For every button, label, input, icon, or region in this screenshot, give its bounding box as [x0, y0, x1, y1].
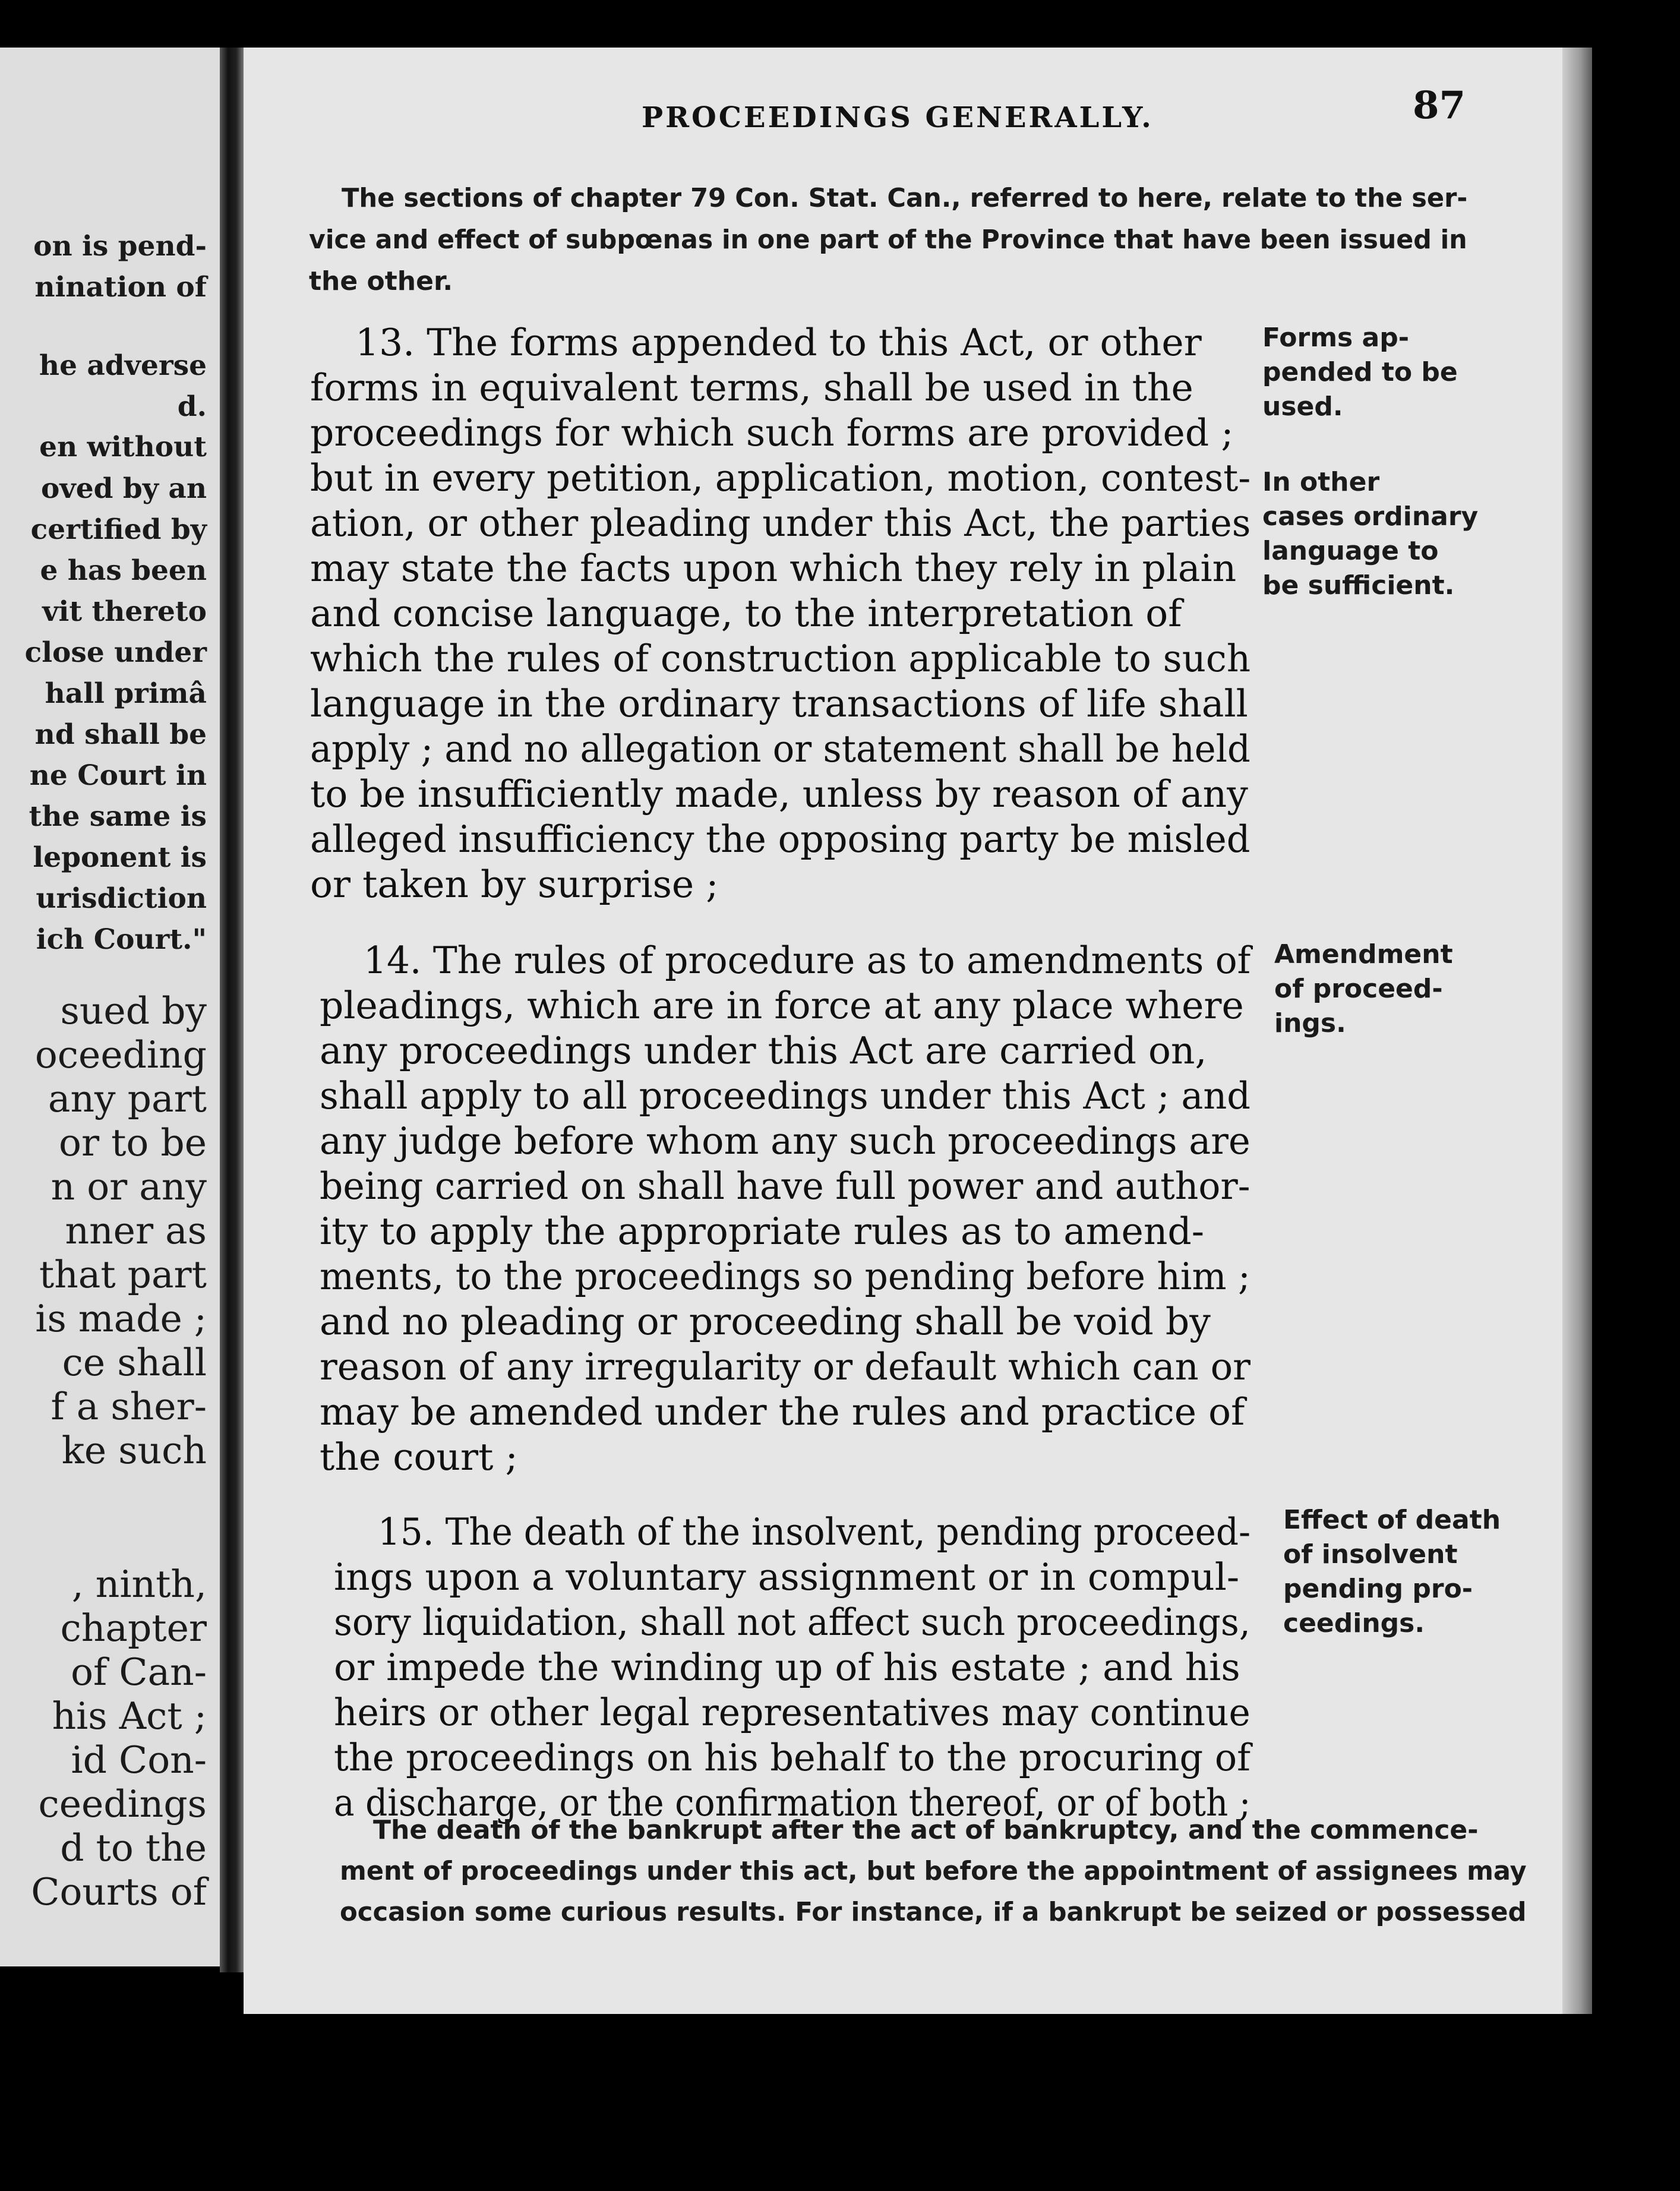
left-page-line: nd shall be	[34, 718, 207, 751]
left-page-line: his Act ;	[52, 1694, 207, 1738]
margin-note-line: pended to be	[1262, 357, 1458, 387]
left-page-line: chapter	[60, 1606, 207, 1650]
margin-note-line: ceedings.	[1283, 1608, 1425, 1638]
margin-note-amendment	[1274, 937, 1453, 1041]
section-15-line: the proceedings on his behalf to the procuring of	[334, 1736, 1251, 1779]
left-page-line: close under	[24, 636, 207, 669]
left-page-line: hall primâ	[45, 677, 207, 710]
margin-note-line: language to	[1262, 536, 1439, 566]
section-13-line: alleged insufficiency the opposing party be misled	[310, 817, 1250, 861]
left-page-line: ceedings	[38, 1782, 207, 1826]
margin-note-line: be sufficient.	[1262, 570, 1455, 601]
left-page-line: he adverse	[39, 349, 207, 382]
top-note-line: The sections of chapter 79 Con. Stat. Can., referred to here, relate to the ser-	[342, 183, 1468, 213]
left-page-line: oved by an	[41, 472, 207, 505]
section-14-line: may be amended under the rules and practice of	[320, 1390, 1245, 1434]
margin-note-line: Effect of death	[1283, 1505, 1501, 1535]
section-13-line: ation, or other pleading under this Act, the parties	[310, 501, 1251, 545]
left-page-line: n or any	[50, 1165, 207, 1208]
left-page-line: vit thereto	[42, 595, 207, 628]
section-13-line: forms in equivalent terms, shall be used in the	[310, 366, 1193, 409]
left-page-line: sued by	[60, 989, 207, 1033]
margin-note-line: of insolvent	[1283, 1539, 1458, 1570]
left-page-line: Courts of	[31, 1870, 207, 1914]
left-page-line: urisdiction	[36, 882, 207, 915]
section-13-line: but in every petition, application, motion, contest-	[310, 456, 1251, 500]
book-gutter	[220, 48, 244, 1972]
left-page-line: ne Court in	[29, 759, 207, 792]
left-page-line: leponent is	[33, 841, 207, 874]
bottom-note-line: occasion some curious results. For instance, if a bankrupt be seized or possessed	[340, 1897, 1527, 1927]
left-page-line: on is pend-	[33, 230, 207, 263]
section-13-line: and concise language, to the interpretation of	[310, 592, 1182, 635]
bottom-note-line: ment of proceedings under this act, but before the appointment of assignees may	[340, 1856, 1527, 1886]
section-13-line: apply ; and no allegation or statement shall be held	[310, 727, 1250, 771]
left-page-line: d to the	[60, 1826, 207, 1870]
left-page-line: oceeding	[34, 1033, 207, 1076]
section-14-line: any judge before whom any such proceedings are	[320, 1119, 1250, 1163]
section-13-line: may state the facts upon which they rely in plain	[310, 547, 1237, 590]
section-14-line: 14. The rules of procedure as to amendments of	[364, 939, 1251, 982]
margin-note-line: In other	[1262, 467, 1380, 497]
section-14-line: the court ;	[320, 1435, 518, 1479]
section-13-line: or taken by surprise ;	[310, 863, 719, 906]
left-page-line: is made ;	[35, 1297, 207, 1340]
margin-note-plain-language	[1262, 465, 1478, 603]
left-page-line: that part	[39, 1253, 207, 1296]
section-14-line: any proceedings under this Act are carried on,	[320, 1029, 1207, 1072]
section-15-line: 15. The death of the insolvent, pending proceed-	[378, 1510, 1251, 1554]
page-number: 87	[1413, 83, 1466, 128]
margin-note-line: used.	[1262, 392, 1343, 422]
left-page-line: f a sher-	[50, 1385, 207, 1428]
margin-note-forms-appended	[1262, 321, 1458, 424]
left-page-line: e has been	[40, 554, 207, 587]
section-15-line: sory liquidation, shall not affect such proceedings,	[334, 1600, 1250, 1644]
page-edge	[1562, 48, 1592, 2014]
section-15-line: a discharge, or the confirmation thereof, or of both ;	[334, 1781, 1251, 1824]
bottom-note-line: The death of the bankrupt after the act of bankruptcy, and the commence-	[373, 1815, 1479, 1845]
left-page-line: the same is	[29, 800, 207, 833]
section-15-line: heirs or other legal representatives may continue	[334, 1691, 1250, 1734]
section-15-line: ings upon a voluntary assignment or in compul-	[334, 1555, 1240, 1599]
running-title: PROCEEDINGS GENERALLY.	[642, 101, 1154, 134]
left-page-line: nination of	[34, 271, 207, 304]
section-14-line: and no pleading or proceeding shall be void by	[320, 1300, 1211, 1343]
section-14-line: reason of any irregularity or default which can or	[320, 1345, 1250, 1388]
left-page-line: of Can-	[71, 1650, 207, 1694]
margin-note-line: pending pro-	[1283, 1574, 1473, 1604]
left-page-line: ich Court."	[36, 923, 207, 956]
section-13-line: 13. The forms appended to this Act, or other	[355, 321, 1202, 364]
left-page-line: en without	[39, 431, 207, 463]
margin-note-line: cases ordinary	[1262, 501, 1479, 532]
left-page-line: or to be	[59, 1121, 207, 1164]
section-14-line: pleadings, which are in force at any place where	[320, 984, 1244, 1027]
section-14-line: being carried on shall have full power and author-	[320, 1164, 1250, 1208]
section-14-line: ments, to the proceedings so pending before him ;	[320, 1255, 1250, 1298]
left-page-line: ke such	[61, 1429, 207, 1472]
section-13-line: to be insufficiently made, unless by reason of any	[310, 772, 1248, 816]
margin-note-line: Forms ap-	[1262, 323, 1410, 353]
section-15-line: or impede the winding up of his estate ; and his	[334, 1646, 1240, 1689]
left-page-line: id Con-	[71, 1738, 207, 1782]
margin-note-effect-of-death	[1283, 1503, 1501, 1641]
margin-note-line: ings.	[1274, 1008, 1346, 1038]
left-page-line: nner as	[65, 1209, 207, 1252]
left-page-line: ce shall	[62, 1341, 207, 1384]
left-page-line: any part	[48, 1077, 207, 1120]
section-13-line: language in the ordinary transactions of life shall	[310, 682, 1248, 725]
section-14-line: shall apply to all proceedings under this Act ; and	[320, 1074, 1251, 1117]
margin-note-line: Amendment	[1274, 939, 1453, 970]
top-note-line: the other.	[309, 266, 453, 296]
left-page-line: certified by	[30, 513, 207, 546]
section-14-line: ity to apply the appropriate rules as to amend-	[320, 1210, 1205, 1253]
section-13-line: which the rules of construction applicable to such	[310, 637, 1251, 680]
margin-note-line: of proceed-	[1274, 974, 1443, 1004]
left-page-line: d.	[177, 390, 207, 423]
left-page-line: , ninth,	[71, 1562, 207, 1606]
section-13-line: proceedings for which such forms are provided ;	[310, 411, 1234, 454]
left-facing-page	[0, 48, 220, 1966]
top-note-line: vice and effect of subpœnas in one part of the Province that have been issued in	[309, 225, 1467, 255]
